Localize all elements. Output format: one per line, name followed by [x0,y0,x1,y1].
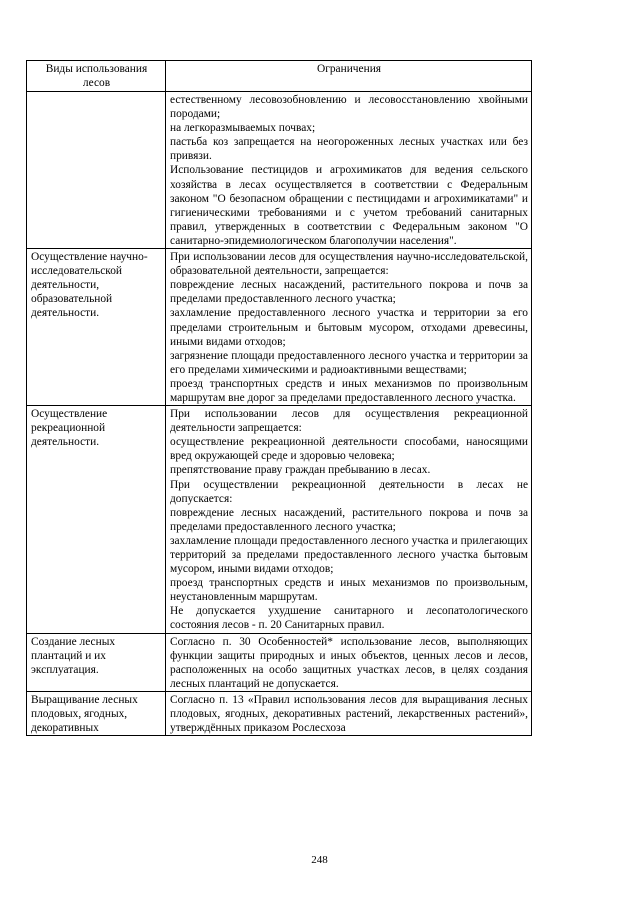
restriction-paragraph: Согласно п. 30 Особенностей* использование лесов, выполняющих функции защиты природных и иных объектов, ценных лесов и лесов, расположенных на особо защитных участках лесов, в целях создания лесных плантаций не допускается. [170,635,528,690]
restrictions-cell [166,92,532,249]
restrictions-cell [166,633,532,691]
restrictions-cell [166,691,532,735]
restriction-paragraph: загрязнение площади предоставленного лесного участка и территории за его пределами химическими и радиоактивными веществами; [170,349,528,376]
table-row [27,406,532,634]
restriction-paragraph: захламление площади предоставленного лесного участка и прилегающих территорий за пределами предоставленного лесного участка бытовым мусором, иными видами отходов; [170,534,528,576]
table-row [27,249,532,406]
restriction-paragraph: При использовании лесов для осуществления рекреационной деятельности запрещается: [170,408,528,435]
restriction-paragraph: на легкоразмываемых почвах; [170,122,316,135]
restriction-paragraph: препятствование праву граждан пребыванию в лесах. [170,464,431,477]
restriction-paragraph: пастьба коз запрещается на неогороженных лесных участках или без привязи. [170,136,528,163]
restrictions-cell [166,249,532,406]
restriction-paragraph: повреждение лесных насаждений, растительного покрова и почв за пределами предоставленного лесного участка; [170,279,528,306]
restriction-paragraph: Не допускается ухудшение санитарного и лесопатологического состояния лесов - п. 20 Санитарных правил. [170,605,528,632]
restriction-paragraph: проезд транспортных средств и иных механизмов по произвольным, неустановленным маршрутам. [170,577,528,604]
header-forest-use-types: Виды использования лесов [27,61,166,92]
restriction-paragraph: захламление предоставленного лесного участка и территории за его пределами строительным и бытовым мусором, отходами древесины, иными видами отходов; [170,307,528,348]
table-body [27,92,532,736]
restriction-paragraph: Использование пестицидов и агрохимикатов для ведения сельского хозяйства в лесах осуществляется в соответствии с Федеральным законом "О безопасном обращении с пестицидами и агрохимикатами" и гигиеническими требованиями и с учетом требований санитарных правил, утвержденных в соответствии с Федеральным законом "О санитарно-эпидемиологическом благополучии населения". [170,164,528,247]
restriction-paragraph: При осуществлении рекреационной деятельности в лесах не допускается: [170,478,528,505]
restriction-paragraph: проезд транспортных средств и иных механизмов по произвольным маршрутам вне дорог за пределами предоставленного лесного участка. [170,377,528,404]
forest-use-type-cell: Создание лесных плантаций и их эксплуатация. [27,633,166,691]
restriction-paragraph: осуществление рекреационной деятельности способами, наносящими вред окружающей среде и здоровью человека; [170,436,528,463]
restriction-paragraph: Согласно п. 13 «Правил использования лесов для выращивания лесных плодовых, ягодных, декоративных растений, лекарственных растений», утверждённых приказом Рослесхоза [170,693,528,735]
page-number: 248 [311,854,328,866]
restriction-paragraph: естественному лесовозобновлению и лесовосстановлению хвойными породами; [170,94,528,121]
table-row [27,633,532,691]
restrictions-table [26,60,532,736]
table-row [27,92,532,249]
forest-use-type-cell: Осуществление научно-исследовательской деятельности, образовательной деятельности. [27,249,166,406]
forest-use-type-cell: Осуществление рекреационной деятельности. [27,406,166,634]
table-header-row [27,61,532,92]
restriction-paragraph: повреждение лесных насаждений, растительного покрова и почв за пределами предоставленного лесного участка; [170,506,528,533]
forest-use-type-cell [27,92,166,249]
restriction-paragraph: При использовании лесов для осуществления научно-исследовательской, образовательной деятельности, запрещается: [170,251,528,278]
table-row [27,691,532,735]
header-restrictions: Ограничения [166,61,532,92]
forest-use-type-cell: Выращивание лесных плодовых, ягодных, декоративных [27,691,166,735]
restrictions-cell [166,406,532,634]
